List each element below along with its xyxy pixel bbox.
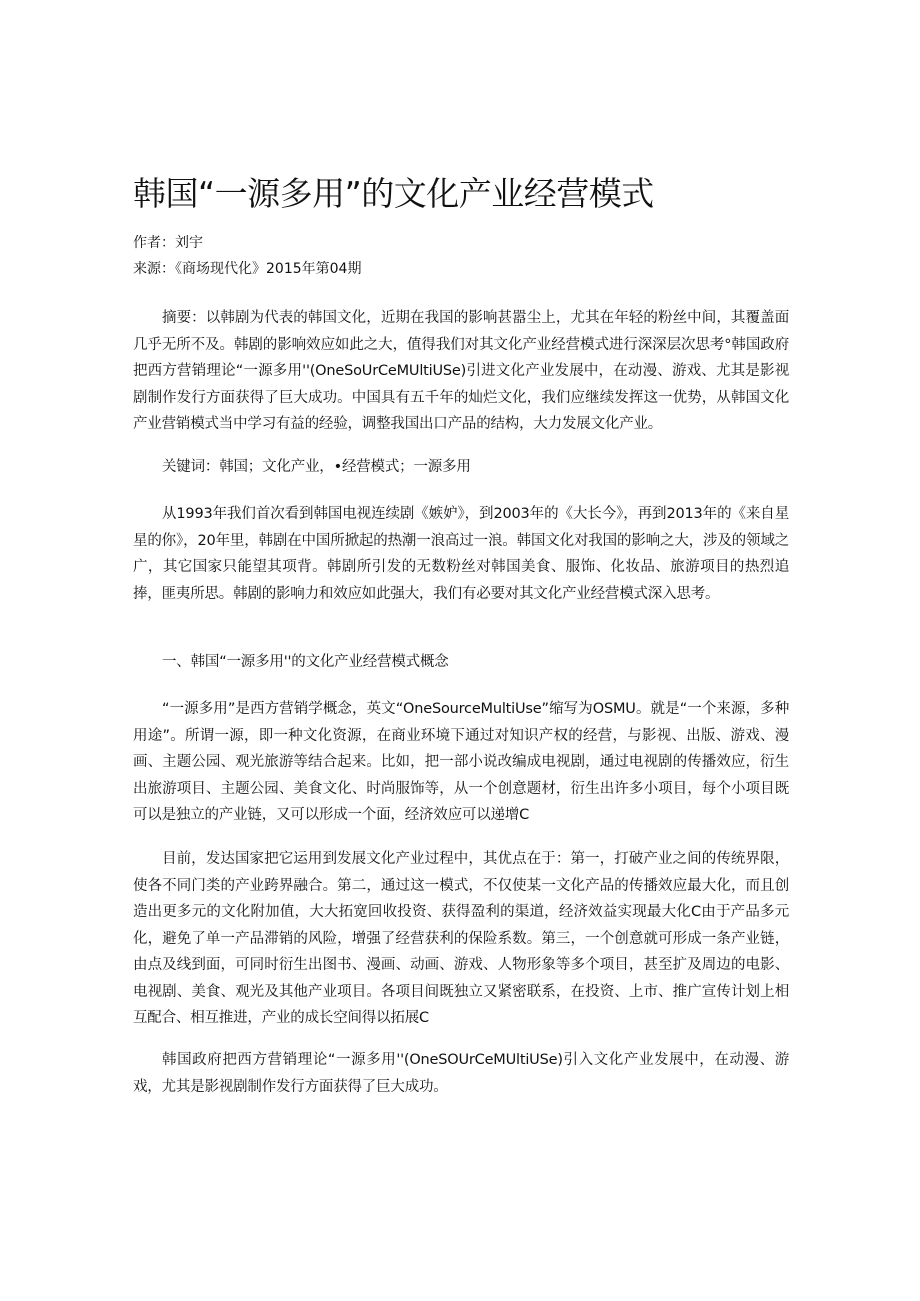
abstract-paragraph: 摘要：以韩剧为代表的韩国文化，近期在我国的影响甚嚣尘上，尤其在年轻的粉丝中间，其覆盖面几乎无所不及。韩剧的影响效应如此之大，值得我们对其文化产业经营模式进行深深层次思考°韩国政府把西方营销理论“一源多用''(OneSoUrCeMUltiUSe)引进文化产业发展中，在动漫、游戏、尤其是影视剧制作发行方面获得了巨大成功。中国具有五千年的灿烂文化，我们应继续发挥这一优势，从韩国文化产业营销模式当中学习有益的经验，调整我国出口产品的结构，大力发展文化产业。 bbox=[133, 310, 789, 432]
intro-paragraph: 从1993年我们首次看到韩国电视连续剧《嫉妒》，到2003年的《大长今》，再到2013年的《来自星星的你》，20年里，韩剧在中国所掀起的热潮一浪高过一浪。韩国文化对我国的影响之大，涉及的领域之广，其它国家只能望其项背。韩剧所引发的无数粉丝对韩国美食、服饰、化妆品、旅游项目的热烈追捧，匪夷所思。韩剧的影响力和效应如此强大，我们有必要对其文化产业经营模式深入思考。 bbox=[133, 506, 789, 602]
article-title: 韩国“一源多用”的文化产业经营模式 bbox=[133, 174, 654, 213]
section-heading-1: 一、韩国“一源多用''的文化产业经营模式概念 bbox=[162, 654, 449, 670]
source-line: 来源：《商场现代化》2015年第04期 bbox=[133, 261, 362, 277]
keywords-paragraph: 关键词：韩国；文化产业，•经营模式；一源多用 bbox=[162, 459, 471, 475]
author-line: 作者：刘宇 bbox=[133, 235, 203, 251]
osmu-definition-paragraph: “一源多用”是西方营销学概念，英文“OneSourceMultiUse”缩写为OSMU。就是“一个来源，多种用途”。所谓一源，即一种文化资源，在商业环境下通过对知识产权的经营，与影视、出版、游戏、漫画、主题公园、观光旅游等结合起来。比如，把一部小说改编成电视剧，通过电视剧的传播效应，衍生出旅游项目、主题公园、美食文化、时尚服饰等，从一个创意题材，衍生出许多小项目，每个小项目既可以是独立的产业链，又可以形成一个面，经济效应可以递增C bbox=[133, 701, 789, 823]
advantages-paragraph: 目前，发达国家把它运用到发展文化产业过程中，其优点在于：第一，打破产业之间的传统界限，使各不同门类的产业跨界融合。第二，通过这一模式，不仅使某一文化产品的传播效应最大化，而且创造出更多元的文化附加值，大大拓宽回收投资、获得盈利的渠道，经济效益实现最大化C由于产品多元化，避免了单一产品滞销的风险，增强了经营获利的保险系数。第三，一个创意就可形成一条产业链，由点及线到面，可同时衍生出图书、漫画、动画、游戏、人物形象等多个项目，甚至扩及周边的电影、电视剧、美食、观光及其他产业项目。各项目间既独立又紧密联系，在投资、上市、推广宣传计划上相互配合、相互推进，产业的成长空间得以拓展C bbox=[133, 851, 789, 1026]
korea-adoption-paragraph: 韩国政府把西方营销理论“一源多用''(OneSOUrCeMUltiUSe)引入文化产业发展中，在动漫、游戏，尤其是影视剧制作发行方面获得了巨大成功。 bbox=[133, 1052, 789, 1095]
